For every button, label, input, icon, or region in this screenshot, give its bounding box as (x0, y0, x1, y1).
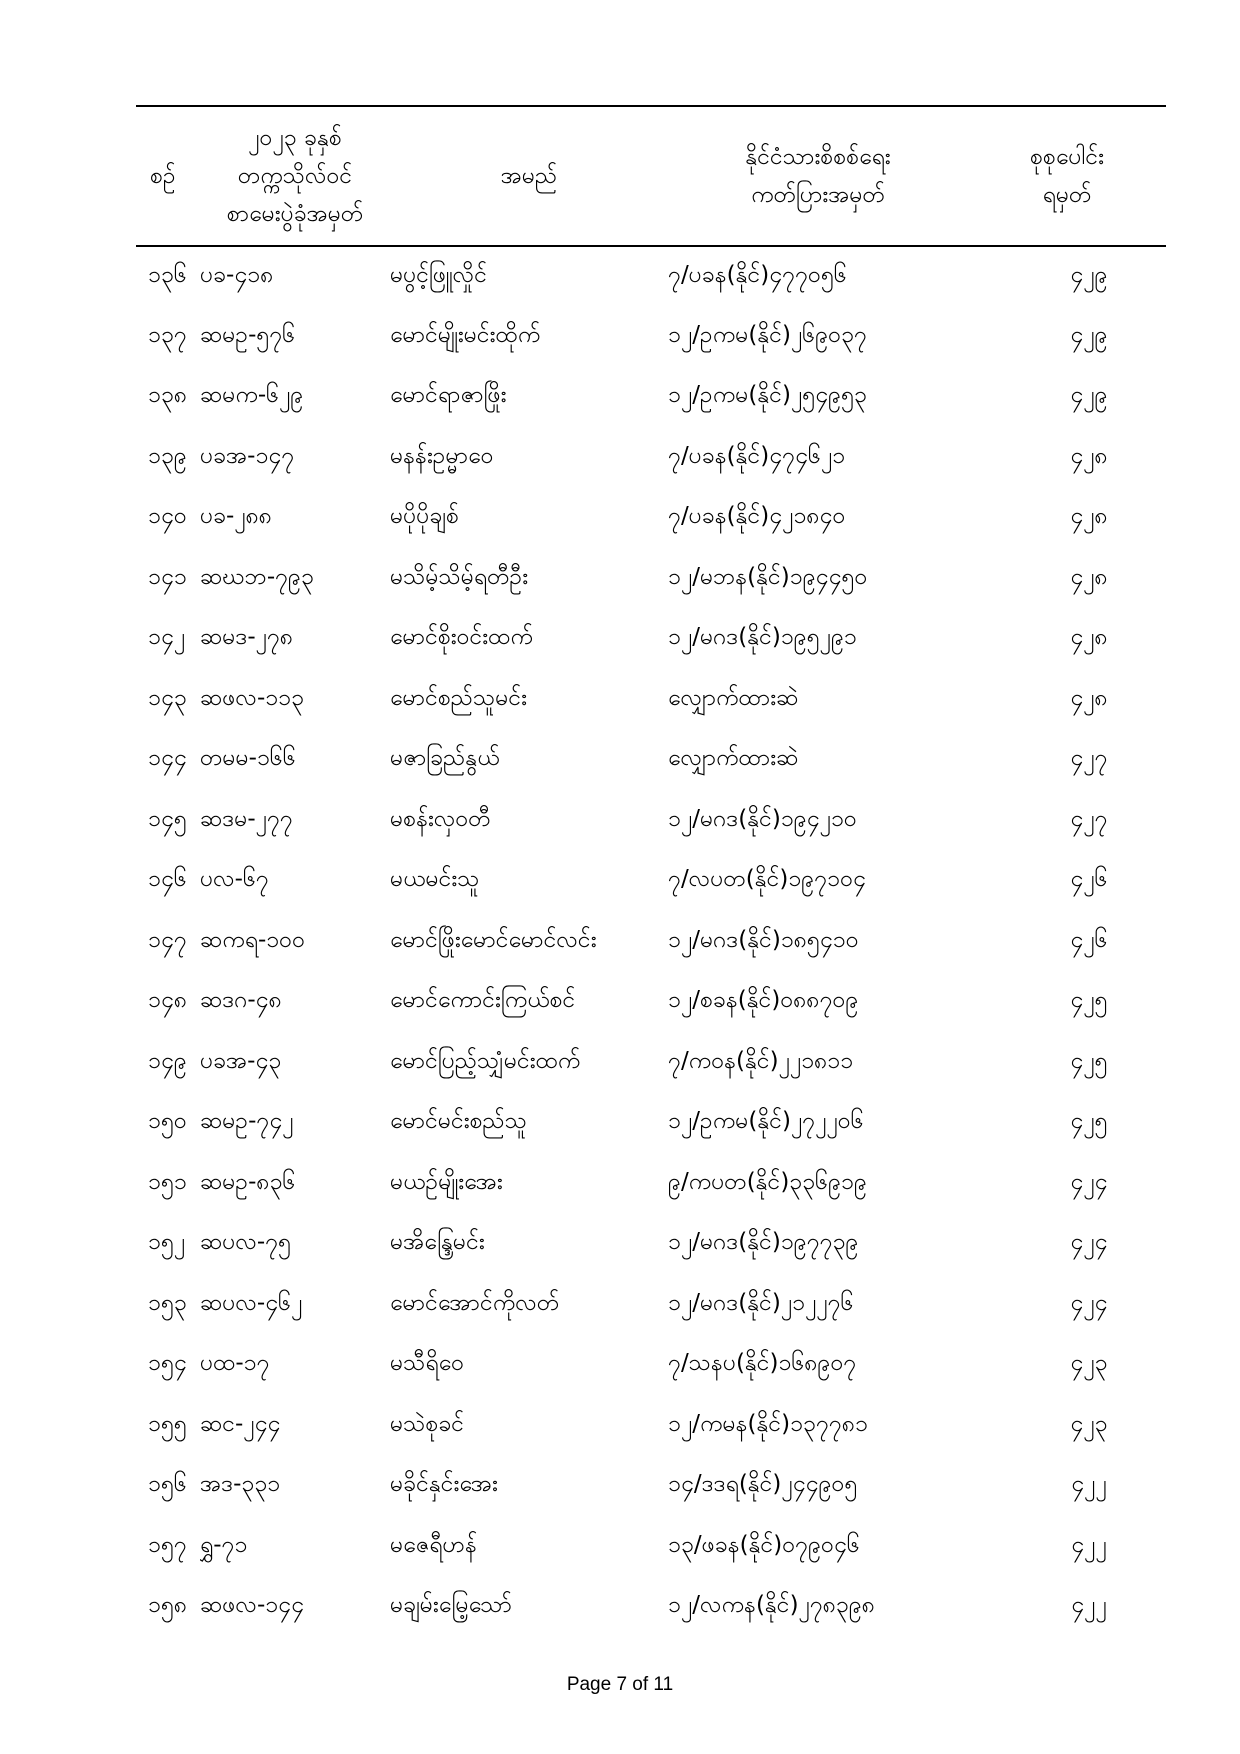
cell-total-mark: ၄၂၉ (1070, 382, 1108, 409)
header-serial-no: စဉ် (136, 106, 200, 246)
cell-serial-no: ၁၄၅ (148, 805, 187, 832)
cell-serial-no: ၁၃၈ (148, 382, 188, 409)
cell-name: မောင်ကောင်းကြယ်စင် (390, 987, 576, 1014)
cell-serial-no: ၁၄၆ (148, 866, 187, 893)
cell-nrc: ၁၄/ဒဒရ(နိုင်)၂၄၄၉၀၅ (668, 1471, 858, 1498)
cell-total-mark: ၄၂၅ (1070, 1047, 1108, 1074)
cell-total-mark: ၄၂၅ (1070, 987, 1108, 1014)
cell-name: မောင်စည်သူမင်း (390, 684, 527, 711)
cell-total-mark: ၄၂၈ (1070, 624, 1108, 651)
cell-nrc: ၇/လပတ(နိုင်)၁၉၇၁၀၄ (668, 866, 866, 893)
cell-name: မစန်းလှဝတီ (390, 805, 491, 832)
cell-serial-no: ၁၅၈ (148, 1592, 188, 1619)
cell-nrc: ၇/သနပ(နိုင်)၁၆၈၉၀၇ (668, 1350, 857, 1377)
table-row (136, 791, 1166, 852)
cell-roll-number: ပခအ-၄၃ (200, 1047, 282, 1074)
cell-roll-number: ဆဒမ-၂၇၇ (200, 805, 293, 832)
cell-total-mark: ၄၂၈ (1070, 563, 1108, 590)
table-row (136, 549, 1166, 610)
cell-roll-number: ဆဒဂ-၄၈ (200, 987, 282, 1014)
table-row (136, 307, 1166, 368)
cell-total-mark: ၄၂၇ (1070, 805, 1108, 832)
table-row (136, 1093, 1166, 1154)
cell-nrc: ၇/ပခန(နိုင်)၄၇၇၀၅၆ (668, 261, 847, 288)
cell-total-mark: ၄၂၉ (1070, 261, 1108, 288)
cell-serial-no: ၁၅၆ (148, 1471, 187, 1498)
cell-total-mark: ၄၂၆ (1070, 926, 1108, 953)
cell-serial-no: ၁၅၃ (148, 1289, 187, 1316)
table-row (136, 1214, 1166, 1275)
cell-total-mark: ၄၂၉ (1070, 321, 1108, 348)
table-row (136, 1275, 1166, 1336)
cell-name: မောင်မင်းစည်သူ (390, 1108, 527, 1135)
cell-serial-no: ၁၄၃ (148, 684, 187, 711)
cell-roll-number: ဆမက-၆၂၉ (200, 382, 304, 409)
table-row (136, 730, 1166, 791)
cell-serial-no: ၁၄၇ (148, 926, 187, 953)
cell-nrc: ၁၂/ဥကမ(နိုင်)၂၆၉၀၃၇ (668, 321, 867, 348)
page-number: Page 7 of 11 (566, 1674, 674, 1695)
results-table (136, 105, 1166, 1638)
cell-total-mark: ၄၂၂ (1071, 1471, 1107, 1498)
cell-total-mark: ၄၂၄ (1070, 1168, 1108, 1195)
table-body (136, 246, 1166, 1638)
cell-nrc: ၁၂/မဘန(နိုင်)၁၉၄၄၅၀ (668, 563, 868, 590)
cell-name: မောင်ရာဇာဖြိုး (390, 382, 507, 409)
cell-roll-number: ပထ-၁၇ (200, 1350, 270, 1377)
cell-nrc: ၁၂/စခန(နိုင်)၀၈၈၇၀၉ (668, 987, 859, 1014)
cell-nrc: ၁၂/ကမန(နိုင်)၁၃၇၇၈၁ (668, 1410, 868, 1437)
cell-name: မသိမ့်သိမ့်ရတီဦး (390, 563, 529, 590)
cell-roll-number: ဆဃဘ-၇၉၃ (200, 563, 314, 590)
cell-name: မနန်းဥမ္မာဝေ (390, 442, 494, 469)
table-row (136, 367, 1166, 428)
cell-name: မောင်မျိုးမင်းထိုက် (390, 321, 541, 348)
cell-serial-no: ၁၃၆ (148, 261, 187, 288)
cell-roll-number: ပခအ-၁၄၇ (200, 442, 295, 469)
cell-nrc: ၇/ပခန(နိုင်)၄၂၁၈၄၀ (668, 503, 846, 530)
cell-name: မဇေရီဟန် (390, 1531, 477, 1558)
table-row (136, 609, 1166, 670)
cell-name: မောင်ဖြိုးမောင်မောင်လင်း (390, 926, 597, 953)
cell-name: မအိန္ဒြေမင်း (390, 1229, 485, 1256)
cell-nrc: ၁၂/ဥကမ(နိုင်)၂၇၂၂၀၆ (668, 1108, 864, 1135)
cell-roll-number: ပခ-၂၈၈ (200, 503, 272, 530)
cell-total-mark: ၄၂၅ (1070, 1108, 1108, 1135)
cell-serial-no: ၁၅၁ (148, 1168, 187, 1195)
cell-nrc: ၁၂/မဂဒ(နိုင်)၁၈၅၄၁၀ (668, 926, 859, 953)
cell-name: မောင်စိုးဝင်းထက် (390, 624, 533, 651)
cell-total-mark: ၄၂၂ (1071, 1592, 1107, 1619)
cell-nrc: ၁၂/မဂဒ(နိုင်)၂၁၂၂၇၆ (668, 1289, 854, 1316)
table-row (136, 488, 1166, 549)
cell-serial-no: ၁၄၀ (148, 503, 187, 530)
cell-roll-number: ဆကရ-၁၀၀ (200, 926, 306, 953)
table-row (136, 1456, 1166, 1517)
cell-total-mark: ၄၂၄ (1070, 1289, 1108, 1316)
table-row (136, 912, 1166, 973)
cell-name: မခိုင်နှင်းအေး (390, 1471, 498, 1498)
cell-roll-number: ဆမဥ-၅၇၆ (200, 321, 296, 348)
table-row (136, 428, 1166, 489)
cell-roll-number: ဆမဥ-၈၃၆ (200, 1168, 296, 1195)
cell-roll-number: ဆင-၂၄၄ (200, 1410, 281, 1437)
header-nrc: နိုင်ငံသားစိစစ်ရေး ကတ်ပြားအမှတ် (668, 106, 968, 246)
table-row (136, 1154, 1166, 1215)
cell-nrc: ၉/ကပတ(နိုင်)၃၃၆၉၁၉ (668, 1168, 867, 1195)
table-row (136, 1335, 1166, 1396)
cell-name: မယဉ်မျိုးအေး (390, 1168, 503, 1195)
table-row (136, 1396, 1166, 1457)
cell-serial-no: ၁၃၇ (148, 321, 187, 348)
cell-nrc: ၁၂/မဂဒ(နိုင်)၁၉၅၂၉၁ (668, 624, 857, 651)
cell-total-mark: ၄၂၈ (1070, 503, 1108, 530)
cell-name: မပွင့်ဖြူလှိုင် (390, 261, 487, 288)
table-row (136, 670, 1166, 731)
cell-serial-no: ၁၄၄ (148, 745, 187, 772)
cell-total-mark: ၄၂၄ (1070, 1229, 1108, 1256)
table-row (136, 851, 1166, 912)
cell-total-mark: ၄၂၃ (1070, 1410, 1108, 1437)
cell-roll-number: ရွှ-၇၁ (200, 1531, 248, 1558)
cell-serial-no: ၁၄၁ (148, 563, 187, 590)
cell-roll-number: ဆမဥ-၇၄၂ (200, 1108, 294, 1135)
table-row (136, 246, 1166, 307)
cell-roll-number: ဆမဒ-၂၇၈ (200, 624, 294, 651)
cell-serial-no: ၁၅၀ (148, 1108, 187, 1135)
cell-total-mark: ၄၂၃ (1070, 1350, 1108, 1377)
table-header-row (136, 106, 1166, 246)
cell-serial-no: ၁၄၈ (148, 987, 188, 1014)
cell-roll-number: ဆဖလ-၁၁၃ (200, 684, 305, 711)
cell-total-mark: ၄၂၇ (1070, 745, 1108, 772)
cell-nrc: ၁၂/မဂဒ(နိုင်)၁၉၇၇၃၉ (668, 1229, 859, 1256)
cell-serial-no: ၁၅၂ (148, 1229, 186, 1256)
cell-serial-no: ၁၅၄ (148, 1350, 187, 1377)
cell-serial-no: ၁၅၇ (148, 1531, 187, 1558)
cell-nrc: ၁၂/ဥကမ(နိုင်)၂၅၄၉၅၃ (668, 382, 867, 409)
cell-roll-number: ဆပလ-၇၅ (200, 1229, 292, 1256)
header-total-mark: စုစုပေါင်း ရမှတ် (968, 106, 1166, 246)
cell-name: မောင်ပြည့်သျှံမင်းထက် (390, 1047, 581, 1074)
cell-roll-number: ဆဖလ-၁၄၄ (200, 1592, 305, 1619)
cell-roll-number: ဆပလ-၄၆၂ (200, 1289, 303, 1316)
header-name: အမည် (390, 106, 668, 246)
cell-serial-no: ၁၅၅ (148, 1410, 187, 1437)
cell-nrc: ၇/ပခန(နိုင်)၄၇၄၆၂၁ (668, 442, 846, 469)
cell-name: မောင်အောင်ကိုလတ် (390, 1289, 560, 1316)
cell-total-mark: ၄၂၈ (1070, 442, 1108, 469)
cell-total-mark: ၄၂၂ (1071, 1531, 1107, 1558)
cell-total-mark: ၄၂၈ (1070, 684, 1108, 711)
table-row (136, 1517, 1166, 1578)
header-roll-number: ၂၀၂၃ ခုနှစ် တက္ကသိုလ်ဝင် စာမေးပွဲခုံအမှတ် (200, 106, 390, 246)
cell-roll-number: ပခ-၄၁၈ (200, 261, 274, 288)
cell-nrc: ၁၂/မဂဒ(နိုင်)၁၉၄၂၁၀ (668, 805, 857, 832)
table-row (136, 972, 1166, 1033)
cell-serial-no: ၁၄၂ (148, 624, 186, 651)
cell-name: မသီရိဝေ (390, 1350, 464, 1377)
cell-nrc: ၁၃/ဖခန(နိုင်)၀၇၉၀၄၆ (668, 1531, 860, 1558)
cell-roll-number: ပလ-၆၇ (200, 866, 269, 893)
cell-name: မသဲစုခင် (390, 1410, 465, 1437)
cell-name: မဇာခြည်နွယ် (390, 745, 500, 772)
cell-roll-number: တမမ-၁၆၆ (200, 745, 296, 772)
table-row (136, 1577, 1166, 1638)
cell-nrc: လျှောက်ထားဆဲ (668, 684, 799, 711)
cell-serial-no: ၁၄၉ (148, 1047, 187, 1074)
cell-name: မယမင်းသူ (390, 866, 480, 893)
cell-nrc: လျှောက်ထားဆဲ (668, 745, 799, 772)
cell-total-mark: ၄၂၆ (1070, 866, 1108, 893)
cell-name: မချမ်းမြေ့သော် (390, 1592, 512, 1619)
cell-serial-no: ၁၃၉ (148, 442, 187, 469)
cell-nrc: ၁၂/လကန(နိုင်)၂၇၈၃၉၈ (668, 1592, 875, 1619)
cell-name: မပိုပိုချစ် (390, 503, 459, 530)
table-row (136, 1033, 1166, 1094)
cell-nrc: ၇/ကဝန(နိုင်)၂၂၁၈၁၁ (668, 1047, 854, 1074)
cell-roll-number: အဒ-၃၃၁ (200, 1471, 281, 1498)
